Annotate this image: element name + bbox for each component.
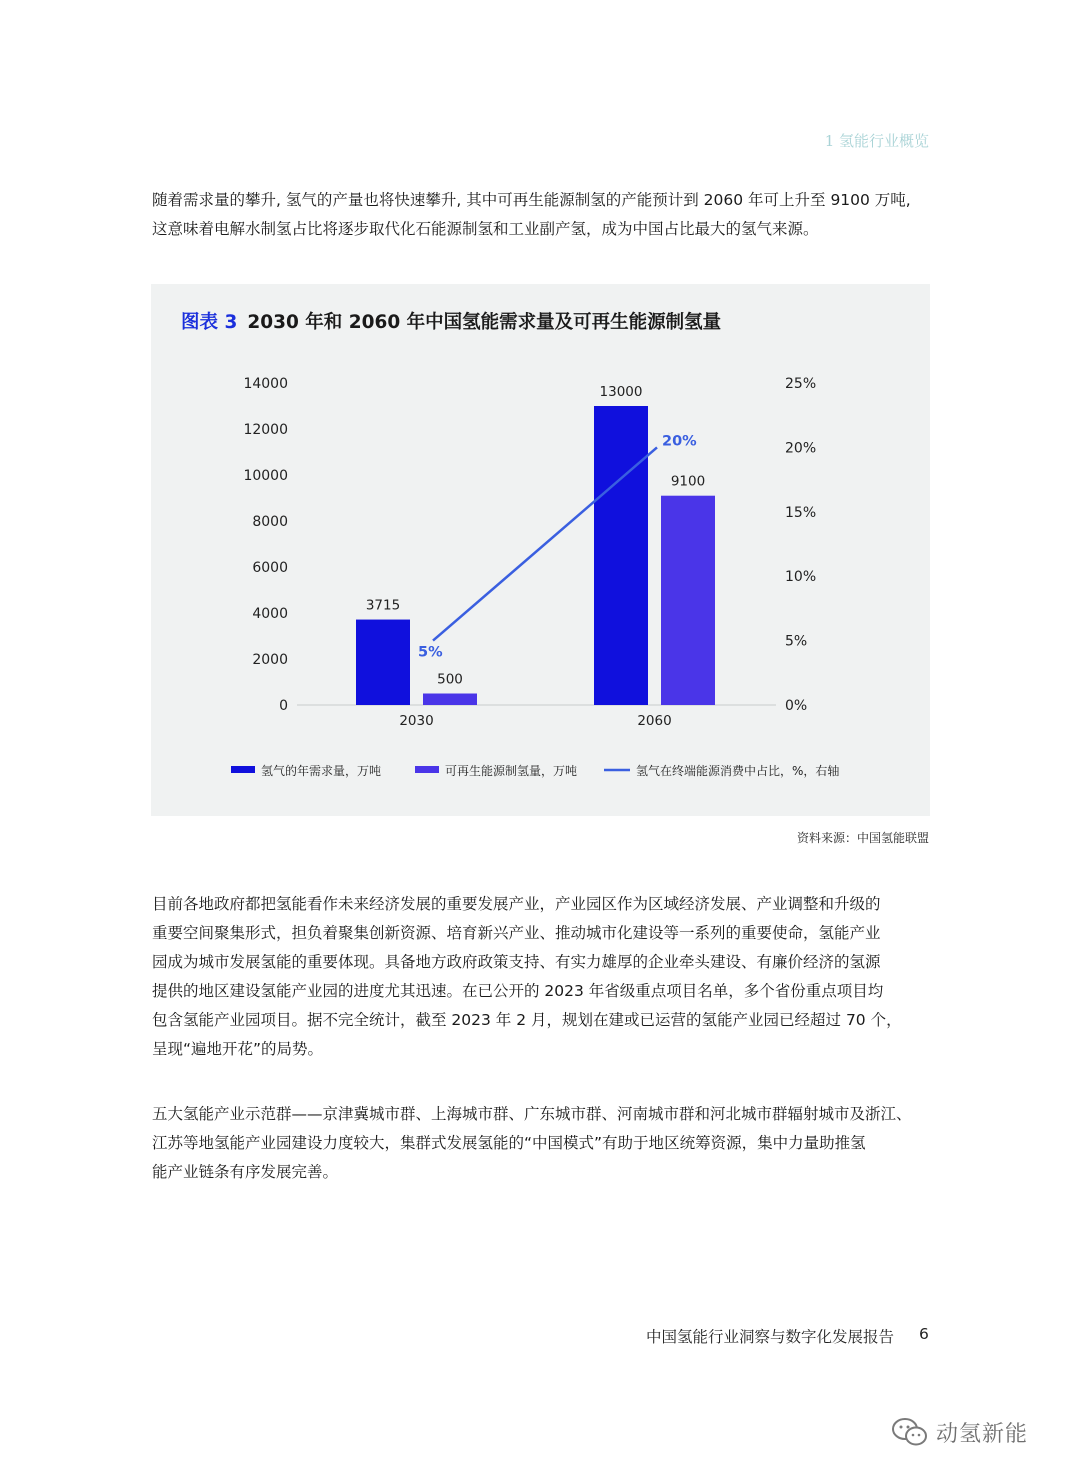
bar: [594, 406, 648, 705]
legend-label: 可再生能源制氢量，万吨: [445, 764, 578, 778]
y-left-tick-label: 14000: [243, 376, 288, 392]
watermark-text: 动氢新能: [936, 1421, 1029, 1447]
y-left-tick-label: 6000: [252, 560, 288, 576]
bar-data-label: 13000: [599, 384, 643, 400]
text-line: 这意味着电解水制氢占比将逐步取代化石能源制氢和工业副产氢，成为中国占比最大的氢气来源。: [152, 220, 819, 238]
footer-title: 中国氢能行业洞察与数字化发展报告: [645, 1328, 894, 1346]
bar: [423, 694, 477, 706]
legend-label: 氢气在终端能源消费中占比，%，右轴: [636, 764, 840, 778]
y-right-tick-label: 25%: [785, 376, 817, 392]
text-line: 重要空间聚集形式，担负着聚集创新资源、培育新兴产业、推动城市化建设等一系列的重要使命，氢能产业: [152, 924, 881, 942]
y-right-tick-label: 10%: [785, 569, 817, 586]
chart-svg: [151, 284, 930, 816]
wechat-icon: [890, 1416, 930, 1448]
text-line: 呈现“遍地开花”的局势。: [152, 1040, 324, 1058]
x-tick-label: 2030: [399, 713, 434, 729]
body-paragraph: [152, 1100, 930, 1187]
y-right-tick-label: 20%: [785, 440, 817, 457]
body-paragraph: [152, 890, 930, 1064]
text-line: 目前各地政府都把氢能看作未来经济发展的重要发展产业，产业园区作为区域经济发展、产业调整和升级的: [152, 895, 881, 913]
bar-data-label: 3715: [365, 597, 401, 614]
line-data-label: 20%: [662, 433, 697, 450]
page-number: 6: [919, 1325, 929, 1343]
bar: [661, 496, 715, 705]
text-line: 园成为城市发展氢能的重要体现。具备地方政府政策支持、有实力雄厚的企业牵头建设、有廉价经济的氢源: [152, 953, 881, 971]
text-line: 五大氢能产业示范群——京津冀城市群、上海城市群、广东城市群、河南城市群和河北城市群辐射城市及浙江、: [152, 1105, 912, 1123]
y-left-tick-label: 12000: [243, 422, 288, 438]
line-data-label: 5%: [418, 644, 443, 661]
bar: [356, 620, 410, 705]
y-right-tick-label: 15%: [785, 504, 817, 521]
legend-swatch: [415, 766, 439, 773]
text-line: 能产业链条有序发展完善。: [152, 1163, 339, 1181]
y-left-tick-label: 8000: [252, 514, 288, 530]
y-left-tick-label: 4000: [252, 606, 288, 622]
chart-title-text: 2030 年和 2060 年中国氢能需求量及可再生能源制氢量: [247, 312, 722, 333]
legend-label: 氢气的年需求量，万吨: [261, 764, 382, 778]
text-line: 江苏等地氢能产业园建设力度较大，集群式发展氢能的“中国模式”有助于地区统筹资源，集中力量助推氢: [152, 1134, 866, 1152]
y-left-tick-label: 10000: [243, 468, 288, 484]
y-left-tick-label: 0: [279, 698, 288, 714]
watermark: [890, 1412, 1050, 1452]
text-line: 随着需求量的攀升, 氢气的产量也将快速攀升, 其中可再生能源制氢的产能预计到 2060 年可上升至 9100 万吨,: [152, 191, 911, 209]
chart-panel: [151, 284, 930, 816]
text-line: 包含氢能产业园项目。据不完全统计，截至 2023 年 2 月，规划在建或已运营的氢能产业园已经超过 70 个，: [152, 1011, 902, 1029]
section-header: 1 氢能行业概览: [824, 132, 929, 150]
y-right-tick-label: 0%: [785, 698, 808, 714]
bar-data-label: 9100: [670, 473, 706, 490]
intro-paragraph: [152, 186, 930, 244]
figure-label: 图表 3: [181, 312, 238, 333]
source-note: 资料来源：中国氢能联盟: [796, 831, 929, 845]
legend-swatch: [231, 766, 255, 773]
bar-data-label: 500: [437, 671, 463, 688]
y-left-tick-label: 2000: [252, 652, 288, 668]
text-line: 提供的地区建设氢能产业园的进度尤其迅速。在已公开的 2023 年省级重点项目名单，多个省份重点项目均: [152, 982, 884, 1000]
y-right-tick-label: 5%: [785, 633, 808, 650]
x-tick-label: 2060: [637, 713, 672, 729]
